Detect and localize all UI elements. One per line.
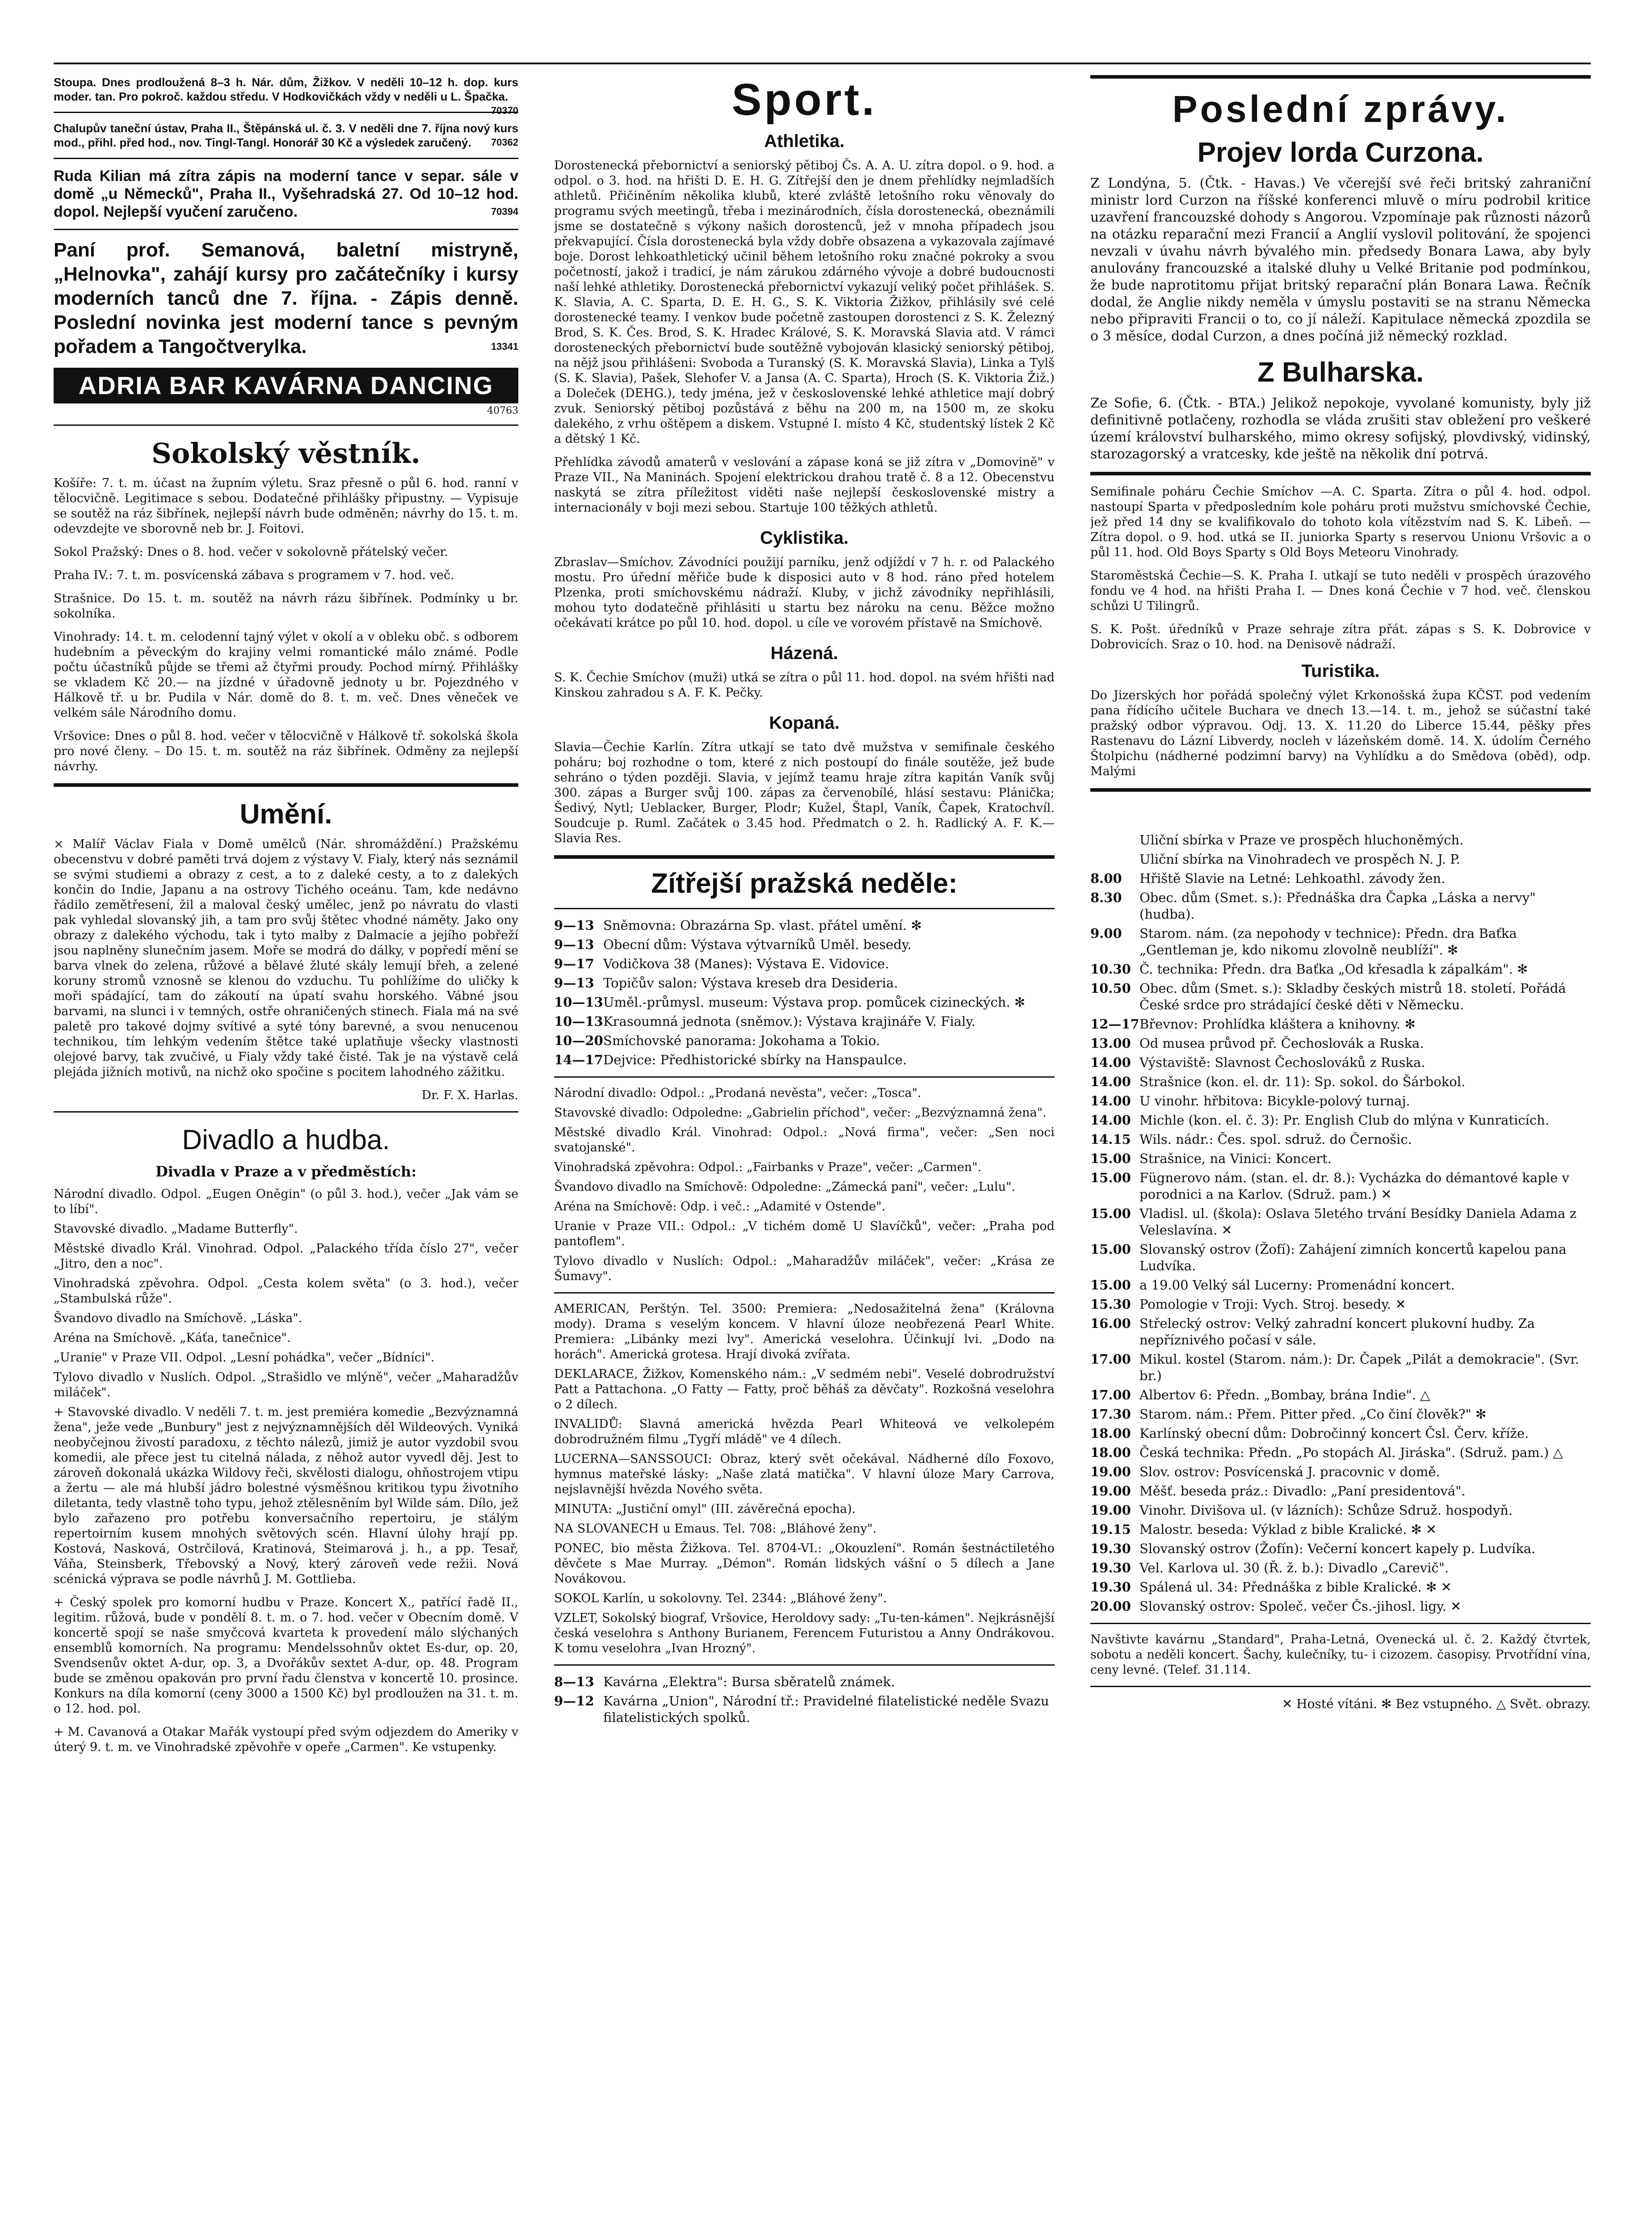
event-time: 12—17	[1090, 1016, 1139, 1032]
event-item	[1090, 1205, 1591, 1239]
event-time: 17.00	[1090, 1387, 1131, 1403]
event-item	[554, 1013, 1055, 1030]
ad-number: 70370	[491, 105, 518, 116]
sokol-heading: Sokolský věstník.	[151, 437, 420, 470]
event-time: 19.00	[1090, 1483, 1131, 1499]
sokol-para: Sokol Pražský: Dnes o 8. hod. večer v sokolovně přátelský večer.	[54, 545, 448, 559]
event-text: Hřiště Slavie na Letné: Lehkoathl. závody žen.	[1139, 871, 1446, 886]
event-time: 10—20	[554, 1033, 603, 1048]
sokol-para: Praha IV.: 7. t. m. posvícenská zábava s programem v 7. hod. več.	[54, 568, 454, 582]
turistika-heading: Turistika.	[1301, 661, 1380, 681]
umeni-author: Dr. F. X. Harlas.	[421, 1088, 518, 1102]
event-text: Vladisl. ul. (škola): Oslava 5letého trvání Besídky Daniela Adama z Veleslavína. ✕	[1139, 1206, 1576, 1238]
event-time: 19.15	[1090, 1522, 1131, 1537]
event-text: Kavárna „Union", Národní tř.: Pravidelné filatelistické neděle Svazu filatelistických spolků.	[603, 1693, 1049, 1725]
divider	[54, 1111, 518, 1113]
event-item	[1090, 1560, 1591, 1576]
event-text: Michle (kon. el. č. 3): Pr. English Club do mlýna v Kunraticích.	[1139, 1113, 1549, 1128]
event-text: Střelecký ostrov: Velký zahradní koncert plukovní hudby. Za nepříznivého počasí v sále.	[1139, 1316, 1535, 1348]
event-text: Pomologie v Troji: Vych. Stroj. besedy. ✕	[1139, 1297, 1406, 1312]
event-item	[1090, 1112, 1591, 1129]
event-item	[1090, 832, 1591, 848]
divadlo-para: + M. Cavanová a Otakar Mařák vystoupí před svým odjezdem do Ameriky v úterý 9. t. m. ve Vinohradské zpěvohře v opeře „Carmen". Ke vstupenky.	[54, 1725, 518, 1754]
event-item	[1090, 1315, 1591, 1348]
event-text: Smíchovské panorama: Jokohama a Tokio.	[603, 1033, 880, 1048]
event-item	[554, 956, 1055, 972]
ad-text: Ruda Kilian má zítra zápis na moderní tance v separ. sále v domě „u Německů", Praha II., Vyšehradská 27. Od 10–12 hod. dopol. Nejlepší vyučení zaručeno.	[54, 168, 518, 220]
theatre-program: Městské divadlo Král. Vinohrad: Odpol.: „Nová firma", večer: „Sen noci svatojanské".	[554, 1125, 1055, 1155]
event-text: Mikul. kostel (Starom. nám.): Dr. Čapek „Pilát a demokracie". (Svr. br.)	[1139, 1352, 1579, 1383]
event-item	[1090, 870, 1591, 887]
event-item	[1090, 1464, 1591, 1480]
cyklistika-heading: Cyklistika.	[760, 528, 849, 548]
ad-text: Stoupa. Dnes prodloužená 8–3 h. Nár. dům, Žižkov. V neděli 10–12 h. dop. kurs moder. tan. Pro pokroč. každou středu. V Hodkovičkách vždy v neděli u L. Špačka.	[54, 76, 518, 103]
event-time: 9—12	[554, 1693, 594, 1709]
banner-number: 40763	[487, 405, 518, 416]
ad-number: 70362	[491, 137, 518, 148]
event-item	[1090, 1483, 1591, 1499]
event-time: 14.00	[1090, 1074, 1131, 1089]
event-item	[1090, 1277, 1591, 1293]
cinema-program: INVALIDŮ: Slavná americká hvězda Pearl Whiteová ve velkolepém dobrodružném filmu „Tygří mládě" ve 4 dílech.	[554, 1417, 1055, 1446]
event-text: Strašnice (kon. el. dr. 11): Sp. sokol. do Šárbokol.	[1139, 1074, 1466, 1089]
cinema-program: SOKOL Karlín, u sokolovny. Tel. 2344: „Bláhové ženy".	[554, 1592, 887, 1605]
event-item	[554, 936, 1055, 953]
event-item	[1090, 1131, 1591, 1148]
hazena-para: S. K. Čechie Smíchov (muži) utká se zítra o půl 11. hod. dopol. na svém hřišti nad Kinskou zahradou s A. F. K. Pečky.	[554, 671, 1055, 700]
cinema-program: NA SLOVANECH u Emaus. Tel. 708: „Bláhové ženy".	[554, 1522, 877, 1536]
divider	[1090, 1686, 1591, 1687]
event-item	[1090, 1241, 1591, 1274]
event-time: 9—13	[554, 937, 594, 952]
event-item	[1090, 851, 1591, 868]
event-time: 14—17	[554, 1052, 603, 1067]
event-time: 14.00	[1090, 1055, 1131, 1070]
event-item	[1090, 1579, 1591, 1596]
event-time: 19.30	[1090, 1541, 1131, 1556]
sport-news-para: Semifinale poháru Čechie Smíchov —A. C. Sparta. Zítra o půl 4. hod. odpol. nastoupí Sparta v předposledním kole poháru proti mužstvu smíchovské Čechie, jež před 14 dny se kvalifikovalo do tohoto kola vítězstvím nad S. K. Libeň. — Zítra dopol. o 9. hod. utká se II. juniorka Sparty s reservou Unionu Vršovic a o půl 11. hod. Old Boys Sparty s Old Boys Meteoru Vinohrady.	[1090, 485, 1591, 559]
event-item	[1090, 1445, 1591, 1461]
event-time: 20.00	[1090, 1599, 1131, 1614]
event-item	[1090, 1035, 1591, 1052]
event-item	[554, 975, 1055, 991]
theatre-line: Stavovské divadlo. „Madame Butterfly".	[54, 1222, 298, 1236]
divider	[554, 1664, 1055, 1666]
event-text: Slovanský ostrov: Společ. večer Čs.-jihosl. ligy. ✕	[1139, 1599, 1462, 1614]
cinema-program: AMERICAN, Perštýn. Tel. 3500: Premiera: „Nedosažitelná žena" (Královna mody). Drama s veselým koncem. V hlavní úloze neobřezená Pearl White. Premiera: „Libánky mezi lvy". Americká veselohra. Účinkují lvi. „Dodo na horách". Americká grotesa. Hrají divoká zvířata.	[554, 1302, 1055, 1361]
ad-number: 13341	[491, 341, 518, 352]
divider	[554, 1076, 1055, 1078]
ad-text: Paní prof. Semanová, baletní mistryně, „Helnovka", zahájí kursy pro začátečníky i kursy moderních tanců dne 7. října. - Zápis denně. Poslední novinka jest moderní tance s pevným pořadem a Tangočtverylka.	[54, 239, 518, 357]
ad-number: 70394	[491, 206, 518, 217]
symbol-legend: ✕ Hosté vítáni. ✻ Bez vstupného. △ Svět. obrazy.	[1282, 1696, 1591, 1711]
ad-text: Chalupův taneční ústav, Praha II., Štěpánská ul. č. 3. V neděli dne 7. října nový kurs mod., přihl. před hod., nov. Tingl-Tangl. Honorář 30 Kč a výsledek zaručený.	[54, 122, 518, 149]
ad-semanova	[54, 238, 518, 359]
sokol-para: Košíře: 7. t. m. účast na župním výletu. Sraz přesně o půl 6. hod. ranní v tělocvičně. Legitimace s sebou. Dodatečné přihlášky připustny. — Vypisuje se soutěž na ráz šibřínek, nejlepší návrh bude odměněn; návrhy do 15. t. m. odevzdejte ve sborovně neb br. J. Foitovi.	[54, 476, 518, 536]
bulharsko-para: Ze Sofie, 6. (Čtk. - BTA.) Jelikož nepokoje, vyvolané komunisty, byly již definitivně potlačeny, rozhodla se vláda zrušiti stav obležení pro veškeré území království bulharského, mimo okresy sofijský, plovdivský, vidinský, starozagorský a vratcesky, kde ještě na několik dní potrvá.	[1090, 395, 1591, 462]
theatre-program: Vinohradská zpěvohra: Odpol.: „Fairbanks v Praze", večer: „Carmen".	[554, 1160, 982, 1174]
divider	[54, 783, 518, 787]
event-time: 19.00	[1090, 1503, 1131, 1518]
event-time: 15.00	[1090, 1206, 1131, 1221]
event-item	[1090, 980, 1591, 1013]
event-item	[1090, 1598, 1591, 1615]
sokol-para: Vinohrady: 14. t. m. celodenní tajný výlet v okolí a v obleku obč. s odborem hudebním a pěveckým do krajiny velmi romantické málo známé. Podle počtu účastníků půjde se třemi až čtyřmi proudy. Pochod mírný. Přihlášky se vkladem Kč 20.— na jízdné v úřadovně jednoty u br. Pojezdného v Hálkově tř. u br. Pudila v Nár. domě do 8. t. m. več. Dnes věneček ve velkém sále Národního domu.	[54, 630, 518, 720]
event-text: Vodičkova 38 (Manes): Výstava E. Vidovice.	[603, 956, 889, 971]
theatre-line: Vinohradská zpěvohra. Odpol. „Cesta kolem světa" (o 3. hod.), večer „Stambulská růže".	[54, 1277, 518, 1306]
event-time: 17.00	[1090, 1352, 1131, 1367]
event-text: Albertov 6: Předn. „Bombay, brána Indie". △	[1139, 1387, 1430, 1403]
event-item	[1090, 1296, 1591, 1313]
event-item	[554, 994, 1055, 1011]
event-item	[1090, 1521, 1591, 1538]
event-text: Uliční sbírka v Praze ve prospěch hluchoněmých.	[1139, 832, 1464, 848]
event-text: Slovanský ostrov (Žofín): Večerní koncert kapely p. Ludvíka.	[1139, 1541, 1536, 1556]
theatre-line: Švandovo divadlo na Smíchově. „Láska".	[54, 1311, 303, 1325]
event-time: 9—13	[554, 918, 594, 933]
event-text: Slovanský ostrov (Žofí): Zahájení zimních koncertů kapelou pana Ludvíka.	[1139, 1242, 1567, 1273]
divadlo-para: + Stavovské divadlo. V neděli 7. t. m. jest premiéra komedie „Bezvýznamná žena", ježe vede „Bunbury" jest z nejvýznamnějších děl Wildeových. Vyniká neobyčejnou živostí paradoxu, z těchto nálezů, jimiž je autor vyzdobil svou komedii, ale přece jest tu citelná nálada, z něhož autor vyvedl děj. Jest to zároveň dokonalá ukázka Wildovy řeči, skvělosti dialogu, ohňostrojem vtipu a žertu — ale má hlubší jádro bolestné výsměšnou kritikou typu životního diletanta, tedy vlastně toho typu, jehož ztělesněním byl Wilde sám. Dílo, jež bylo zařazeno pro potřebu konversačního repertoiru, je stálým repertoirním kusem mnohých světových scén. Hlavní úlohy hrají pp. Kostová, Nasková, Ostrčilová, Kratinová, Steimarová j. h., a pp. Tesař, Váňa, Steinsberk, Třebovský a Nový, který zároveň vede režii. Nová scénická výprava se podle návrhů J. M. Gottlieba.	[54, 1405, 518, 1586]
event-text: Karlínský obecní dům: Dobročinný koncert Čsl. Červ. kříže.	[1139, 1426, 1529, 1441]
event-item	[1090, 1093, 1591, 1109]
theatre-program: Národní divadlo: Odpol.: „Prodaná nevěsta", večer: „Tosca".	[554, 1086, 921, 1100]
event-item	[554, 1033, 1055, 1049]
event-time: 10.30	[1090, 962, 1131, 977]
ad-chalupuv	[54, 121, 518, 150]
cinema-program: MINUTA: „Justiční omyl" (III. závěrečná epocha).	[554, 1502, 856, 1516]
event-text: Měšť. beseda práz.: Divadlo: „Paní presidentová".	[1139, 1483, 1466, 1499]
ad-stoupa	[54, 75, 518, 116]
sokol-para: Vršovice: Dnes o půl 8. hod. večer v tělocvičně v Hálkově tř. sokolská škola pro nové členy. – Do 15. t. m. soutěž na ráz šibřínek. Odměny za nejlepší návrhy.	[54, 729, 518, 773]
event-item	[1090, 961, 1591, 978]
theatre-program: Uranie v Praze VII.: Odpol.: „V tichém domě U Slavíčků", večer: „Praha pod pantoflem".	[554, 1219, 1055, 1248]
divider	[1090, 788, 1591, 792]
theatre-program: Aréna na Smíchově: Odp. i več.: „Adamité v Ostende".	[554, 1200, 886, 1214]
spacer	[1090, 801, 1591, 832]
event-text: Starom. nám. (za nepohody v technice): Předn. dra Baťka „Gentleman je, kdo nikomu zlovolně neublíží". ✻	[1139, 926, 1517, 957]
athletika-heading: Athletika.	[764, 131, 845, 151]
event-time: 19.30	[1090, 1560, 1131, 1575]
event-text: Kavárna „Elektra": Bursa sběratelů známek.	[603, 1674, 895, 1689]
kopana-para: Slavia—Čechie Karlín. Zítra utkají se tato dvě mužstva v semifinale českého poháru; boj rozhodne o tom, které z nich postoupí do finále soutěže, jež bude sehráno o týden později. Slavia, v jejímž teamu hraje zítra kapitán Vaník svůj 300. zápas a Burger svůj 100. zápas za červenobílé, hlásí sestavu: Plánička; Šedivý, Nytl; Ueblacker, Burger, Plodr; Kužel, Štapl, Vaník, Čapek, Kratochvíl. Soudcuje p. Ruml. Začátek o 3.45 hod. Předmatch o 2. h. Radlický A. F. K.—Slavia Res.	[554, 740, 1055, 845]
sport-news-para: Staroměstská Čechie—S. K. Praha I. utkají se tuto neděli v prospěch úrazového fondu ve 4 hod. na hřišti Praha I. — Dnes koná Čechie v 7 hod. več. členskou schůzi U Tilingrů.	[1090, 569, 1591, 613]
theatre-line: „Uranie" v Praze VII. Odpol. „Lesní pohádka", večer „Bídníci".	[54, 1351, 435, 1365]
event-time: 10—13	[554, 995, 603, 1010]
sport-heading: Sport.	[731, 75, 877, 125]
cyklistika-para: Zbraslav—Smíchov. Závodníci použijí parníku, jenž odjíždí v 7 h. r. od Palackého mostu. Pro úřední měřiče bude k disposici auto v 8 hod. ráno před hotelem Plzenka, proti smíchovskému nádraží. Kluby, v jichž závodníky nepřihlásili, mohou tyto dodatečně přihlásiti u startu bez nároku na cenu. Běžce možno očekávati krátce po půl 10. hod. dopol. u cíle ve vorovém přístavě na Smíchově.	[554, 555, 1055, 630]
event-item	[1090, 1541, 1591, 1557]
event-time: 13.00	[1090, 1036, 1131, 1051]
event-time: 14.00	[1090, 1113, 1131, 1128]
divider	[1090, 472, 1591, 475]
event-text: Obecní dům: Výstava výtvarníků Uměl. besedy.	[603, 937, 912, 952]
event-text: Vinohr. Divišova ul. (v lázních): Schůze Sdruž. hospodyň.	[1139, 1503, 1513, 1518]
event-time: 14.00	[1090, 1093, 1131, 1109]
event-text: Obec. dům (Smet. s.): Přednáška dra Čapka „Láska a nervy" (hudba).	[1139, 890, 1536, 922]
event-text: Slov. ostrov: Posvícenská J. pracovnic v domě.	[1139, 1464, 1440, 1479]
standard-cafe-ad: Navštivte kavárnu „Standard", Praha-Letná, Ovenecká ul. č. 2. Každý čtvrtek, sobotu a neděli koncert. Šachy, kulečníky, tu- i cizozem. časopisy. Prvotřídní vína, ceny levné. (Telef. 31.114.	[1090, 1633, 1591, 1677]
event-item	[1090, 1170, 1591, 1203]
theatre-program: Tylovo divadlo v Nuslích: Odpol.: „Maharadžův miláček", večer: „Krása ze Šumavy".	[554, 1254, 1055, 1283]
theatre-line: Městské divadlo Král. Vinohrad. Odpol. „Palackého třída číslo 27", večer „Jitro, den a noc".	[54, 1242, 518, 1271]
event-time: 16.00	[1090, 1316, 1131, 1331]
theatre-program: Stavovské divadlo: Odpoledne: „Gabrielin příchod", večer: „Bezvýznamná žena".	[554, 1106, 1047, 1120]
event-item	[1090, 890, 1591, 923]
newspaper-page	[54, 63, 1591, 2234]
athletika-para: Přehlídka závodů amaterů v veslování a zápase koná se již zítra v „Domovině" v Praze VII., Na Maninách. Spojení elektrickou drahou tratě č. 8 a 12. Obecenstvu naskytá se zítra příležitost viděti naše nejlepší československé mistry a internacionály v boji mezi sebou. Startuje 100 těžkých athletů.	[554, 455, 1055, 515]
cinema-program: LUCERNA—SANSSOUCI: Obraz, který svět očekával. Nádherné dílo Foxovo, hymnus mateřské lásky: „Naše zlatá matička". V hlavní úloze Mary Carrova, nejslavnější hvězda Nového světa.	[554, 1452, 1055, 1496]
divider	[54, 424, 518, 426]
event-text: Břevnov: Prohlídka kláštera a knihovny. ✻	[1139, 1016, 1416, 1032]
divider	[1090, 75, 1591, 79]
event-time: 9.00	[1090, 926, 1122, 941]
divider	[554, 1292, 1055, 1293]
adria-bar-banner: ADRIA BAR KAVÁRNA DANCING	[54, 368, 518, 403]
event-time: 18.00	[1090, 1426, 1131, 1441]
event-text: Malostr. beseda: Výklad z bible Kralické. ✻ ✕	[1139, 1522, 1437, 1537]
event-time: 15.00	[1090, 1277, 1131, 1293]
turistika-para: Do Jizerských hor pořádá společný výlet Krkonošská župa KČST. pod vedením pana řídícího učitele Buchara ve dnech 13.—14. t. m., jehož se súčastní také pražský odbor výpravou. Odj. 13. X. 11.20 do Liberce 15.44, pěšky přes Rastenavu do Lázní Libverdy, nocleh v lázeňském domě. 14. X. údolím Černého Štolpichu (nádherné podzimní barvy) na Vyhlídku a do Smědova (oběd), odp. Malými	[1090, 689, 1591, 778]
event-text: Wils. nádr.: Čes. spol. sdruž. do Černošic.	[1139, 1132, 1412, 1147]
event-text: Krasoumná jednota (sněmov.): Výstava krajináře V. Fialy.	[603, 1014, 976, 1029]
event-text: Starom. nám.: Přem. Pitter před. „Co činí člověk?" ✻	[1139, 1407, 1487, 1422]
divider	[554, 908, 1055, 909]
middle-column	[554, 64, 1055, 2234]
divadlo-subheading: Divadla v Praze a v předměstích:	[155, 1163, 416, 1180]
event-time: 19.00	[1090, 1464, 1131, 1479]
event-time: 9—13	[554, 975, 594, 991]
event-item	[554, 1674, 1055, 1690]
event-text: Obec. dům (Smet. s.): Skladby českých mistrů 18. století. Pořádá České srdce pro strádající české děti v Německu.	[1139, 981, 1566, 1012]
event-text: Česká technika: Předn. „Po stopách Al. Jiráska". (Sdruž. pam.) △	[1139, 1445, 1563, 1460]
divider	[54, 229, 518, 230]
event-text: U vinohr. hřbitova: Bicykle-polový turnaj.	[1139, 1093, 1410, 1109]
ad-kilian	[54, 167, 518, 221]
event-text: Dejvice: Předhistorické sbírky na Hanspaulce.	[603, 1052, 907, 1067]
divider	[54, 112, 518, 113]
cinema-program: PONEC, bio města Žižkova. Tel. 8704-VI.: „Okouzlení". Román šestnáctiletého děvčete s Mae Murray. „Démon". Román lidských vášní o 5 dílech a Jane Novákovou.	[554, 1541, 1055, 1586]
left-column	[54, 64, 518, 2234]
event-time: 8—13	[554, 1674, 594, 1689]
event-item	[1090, 1016, 1591, 1033]
event-text: Strašnice, na Vinici: Koncert.	[1139, 1151, 1332, 1166]
event-text: Uliční sbírka na Vinohradech ve prospěch N. J. P.	[1139, 852, 1460, 867]
event-item	[1090, 1425, 1591, 1442]
event-text: Č. technika: Předn. dra Baťka „Od křesadla k zápalkám". ✻	[1139, 962, 1528, 977]
event-item	[1090, 1351, 1591, 1384]
event-text: Uměl.-průmysl. museum: Výstava prop. pomůcek cizineckých. ✻	[603, 995, 1026, 1010]
event-time: 8.30	[1090, 890, 1122, 905]
umeni-heading: Umění.	[240, 799, 332, 830]
event-time: 15.30	[1090, 1297, 1131, 1312]
umeni-para: × Malíř Václav Fiala v Domě umělců (Nár. shromáždění.) Pražskému obecenstvu v dobré paměti trvá dojem z výstavy V. Fialy, který nás seznámil se svými studiemi a obrazy z cest, a to z daleké cesty, a to z dalekých končin do Indie, Japanu a na ostrovy Tichého oceánu. Tam, kde nedávno řádilo zemětřesení, žil a maloval český umělec, jenž po návratu do vlasti pak vyhledal slovanský jih, a tam pro svůj štětec vhodné náměty. Jako ony obrazy z dalekého východu, tak i tyto malby z Dalmacie a jejího pobřeží jsou naplněny slunečním jasem. Moře se modrá do dálky, v popředí mění se barva vlnek do zelena, růžové a bělavé žluté skály lemují břeh, a zelené koruny stromů vznosně se klenou do vzduchu. Tu pohlížíme do uličky k moři spádající, tam do zákoutí na úpatí svahu horského. Vábné jsou barvami, na slunci i v temných, ostře ohraničených stinech. Fiala má na své paletě pro takové dojmy svítivé a syté tóny barevné, a svou nenucenou technikou, tím lehkým vedením štětce také uplatňuje všecky vlastnosti olejové barvy, tak zvučivé, u Fialy vždy také čisté. Tak je na výstavě celá plejáda jižních motivů, na nichž oko spočine s pocitem lahodného zážitku.	[54, 837, 518, 1079]
event-time: 10—13	[554, 1014, 603, 1029]
sport-news-para: S. K. Pošt. úředníků v Praze sehraje zítra přát. zápas s S. K. Dobrovice v Dobrovicích. Sraz o 10. hod. na Denisově nádraží.	[1090, 622, 1591, 651]
event-time: 8.00	[1090, 871, 1122, 886]
cinema-program: DEKLARACE, Žižkov, Komenského nám.: „V sedmém nebi". Veselé dobrodružství Patt a Pattachona. „O Fatty — Fatty, proč běháš za děvčaty". Rozkošná veselohra o 2 dílech.	[554, 1367, 1055, 1411]
event-time: 18.00	[1090, 1445, 1131, 1460]
divider	[54, 158, 518, 159]
sokol-para: Strašnice. Do 15. t. m. soutěž na návrh rázu šibřínek. Podmínky u br. sokolníka.	[54, 592, 518, 621]
curzon-para: Z Londýna, 5. (Čtk. - Havas.) Ve včerejší své řeči britský zahraniční ministr lord Curzon na říšské konferenci mluvě o míru podrobil kritice uzavření francouzské dohody s Angorou. Vzpomínaje pak různosti názorů na otázku reparační mezi Francií a Anglií vyslovil politování, že spojenci nevzali v úvahu návrh bývalého min. předsedy Bonara Lawa, aby byly anulovány francouzské a italské dluhy u Velké Britanie pod podmínkou, že bude naprotitomu přijat britský reparační plán Bonara Lawa. Řečník dodal, že Anglie nikdy neměla v úmyslu postaviti se na stranu Německa nebo připraviti Francii o to, co jí náleží. Kapitulace německá zpozdila se o 3 měsíce, dodal Curzon, a dnes počíná již německý rozklad.	[1090, 176, 1591, 344]
event-time: 17.30	[1090, 1407, 1131, 1422]
event-text: Výstaviště: Slavnost Čechoslováků z Ruska.	[1139, 1055, 1425, 1070]
event-time: 15.00	[1090, 1242, 1131, 1257]
event-item	[1090, 1502, 1591, 1519]
event-text: Od musea průvod př. Čechoslovák a Ruska.	[1139, 1036, 1424, 1051]
event-text: Sněmovna: Obrazárna Sp. vlast. přátel umění. ✻	[603, 918, 922, 933]
event-time: 14.15	[1090, 1132, 1131, 1147]
event-item	[554, 1693, 1055, 1726]
event-text: Vel. Karlova ul. 30 (Ř. ž. b.): Divadlo „Carevič".	[1139, 1560, 1449, 1575]
curzon-heading: Projev lorda Curzona.	[1197, 137, 1484, 168]
event-item	[554, 917, 1055, 934]
event-time: 19.30	[1090, 1579, 1131, 1595]
event-text: Spálená ul. 34: Přednáška z bible Kralické. ✻ ✕	[1139, 1579, 1452, 1595]
hazena-heading: Házená.	[770, 643, 838, 663]
cinema-program: VZLET, Sokolský biograf, Vršovice, Heroldovy sady: „Tu-ten-kámen". Nejkrásnější česká veselohra s Anthony Burianem, Ferencem Futuristou a Anny Ondrákovou. K tomu veselohra „Ivan Hrozný".	[554, 1611, 1055, 1655]
theatre-line: Aréna na Smíchově. „Káťa, tanečnice".	[54, 1331, 291, 1345]
event-item	[1090, 1406, 1591, 1423]
posledni-zpravy-heading: Poslední zprávy.	[1172, 88, 1509, 130]
divider	[1090, 1623, 1591, 1624]
bulharsko-heading: Z Bulharska.	[1257, 357, 1424, 388]
theatre-program: Švandovo divadlo na Smíchově: Odpoledne: „Zámecká paní", večer: „Lulu".	[554, 1180, 1016, 1194]
event-time: 15.00	[1090, 1151, 1131, 1166]
event-text: Fügnerovo nám. (stan. el. dr. 8.): Vycházka do démantové kaple v porodnici a na Karlov. (Sdruž. pam.) ✕	[1139, 1170, 1569, 1202]
event-item	[1090, 925, 1591, 958]
athletika-para: Dorostenecká přebornictví a seniorský pětiboj Čs. A. A. U. zítra dopol. o 9. hod. a odpol. o 3. hod. na hřišti D. E. H. G. Zítřejší den je dnem přehlídky nejmladších athletů. Přičiněním několika klubů, které zvláště letošního roku věnovaly do programu svých meetingů, třeba i mezinárodních, čísla dorostenecká, obeznámili jsme se dostatečně s výkony našich dorostenců, jež v mnoha případech jsou překvapující. Čísla dorostenecká byla vždy dobře obsazena a vykazovala zajímavé boje. Dorost lehkoathletický učinil během letošního roku značné pokroky a svou početností, jakož i tradicí, je nám zárukou zdárného vývoje a dobré budoucnosti naší lehké athletiky. Dorostenecká přebornictví vykazují veliký počet přihlášek. S. K. Slavia, A. C. Sparta, D. E. H. G., S. K. Viktoria Žižkov, přihlásily své celé dorostenecké teamy. I venkov bude početně zastoupen dorostenci z S. K. Železný Brod, S. K. Čes. Brod, S. K. Hradec Králové, S. K. Moravská Slavia atd. V rámci dorosteneckých přebornictví bude soutěžně vybojován klasický seniorský pětiboj, na nějž jsou přihlášeni: Svoboda a Turanský (S. K. Moravská Slavia), Linka a Tylš (S. K. Slavia), Pašek, Slehofer V. a Jansa (A. C. Sparta), Hroch (S. K. Viktoria Žiž.) a Doleček (DEHG.), tedy jména, jež v československé lehké athletice mají dobrý zvuk. Seniorský pětiboj pozůstává z běhu na 200 m, na 1500 m, ze skoku dalekého, z vrhu oštěpem a diskem. Vstupné I. místo 4 Kč, studentský lístek 2 Kč a dětský 1 Kč.	[554, 159, 1055, 446]
event-item	[1090, 1054, 1591, 1071]
event-time: 9—17	[554, 956, 594, 971]
theatre-line: Tylovo divadlo v Nuslích. Odpol. „Strašidlo ve mlýně", večer „Maharadžův miláček".	[54, 1370, 518, 1399]
right-column	[1090, 64, 1591, 2234]
kopana-heading: Kopaná.	[769, 713, 840, 733]
divadlo-heading: Divadlo a hudba.	[182, 1125, 390, 1155]
theatre-line: Národní divadlo. Odpol. „Eugen Oněgin" (o půl 3. hod.), večer „Jak vám se to líbí".	[54, 1187, 518, 1216]
event-item	[554, 1052, 1055, 1068]
event-time: 10.50	[1090, 981, 1131, 996]
event-item	[1090, 1387, 1591, 1403]
event-item	[1090, 1151, 1591, 1167]
nedele-heading: Zítřejší pražská neděle:	[651, 868, 958, 899]
event-item	[1090, 1074, 1591, 1090]
divider	[554, 855, 1055, 859]
event-text: Topičův salon: Výstava kreseb dra Desideria.	[603, 975, 898, 991]
divadlo-para: + Český spolek pro komorní hudbu v Praze. Koncert X., patřící řadě II., legitim. růžová, bude v pondělí 8. t. m. o 7. hod. večer v Obecním domě. V koncertě spojí se naše smyčcová kvarteta k provedení málo slýchaných ensemblů komorních. Na programu: Mendelssohnův oktet Es-dur, op. 20, Svendsenův oktet A-dur, op. 3, a Dvořákův sextet A-dur, op. 48. Program bude se změnou opakován pro první řadu členstva v koncertě 10. prosince. Konkurs na díla komorní (ceny 3000 a 1500 Kč) byl prodloužen na 31. t. m. o 12. hod. pol.	[54, 1596, 518, 1716]
event-time: 15.00	[1090, 1170, 1131, 1185]
event-text: a 19.00 Velký sál Lucerny: Promenádní koncert.	[1139, 1277, 1455, 1293]
